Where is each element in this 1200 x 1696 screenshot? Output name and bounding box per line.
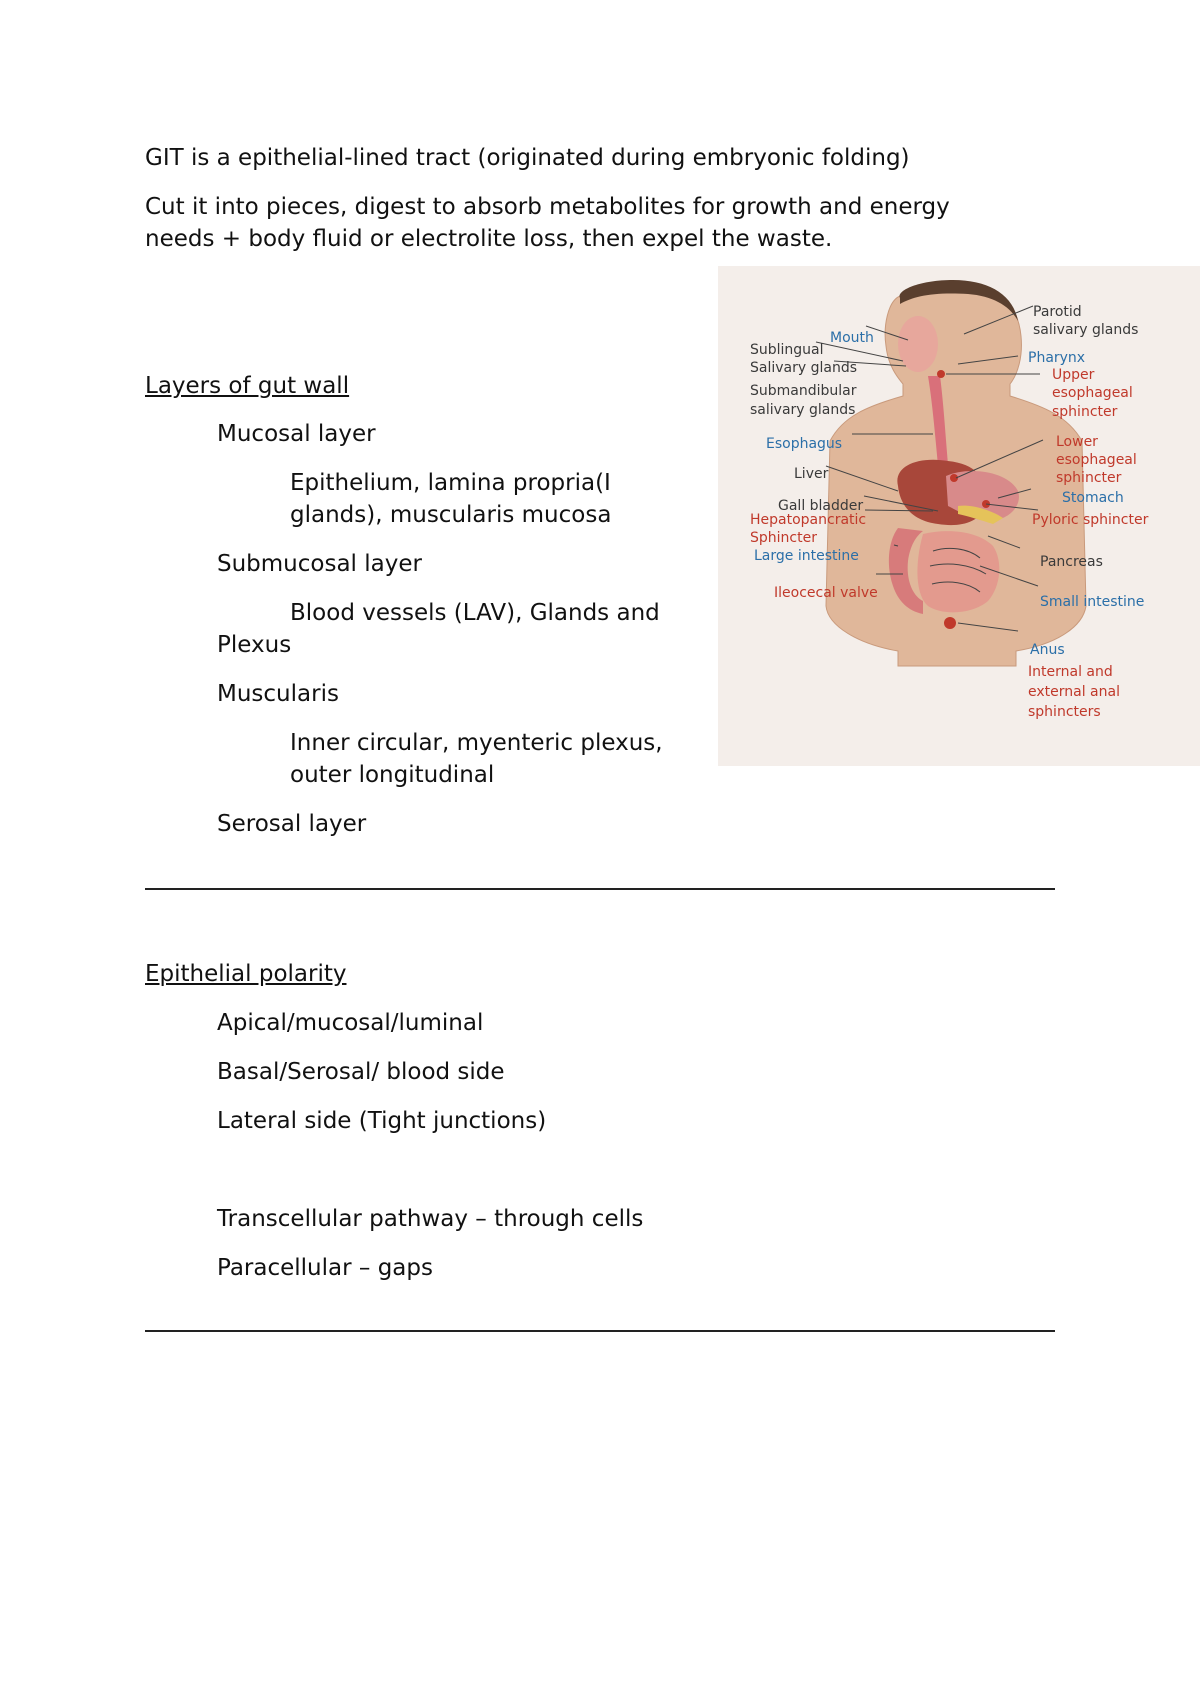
label-lower-2: esophageal [1056, 452, 1137, 468]
section-divider-2 [145, 1330, 1055, 1332]
intro-line-1: GIT is a epithelial-lined tract (originated during embryonic folding) [145, 145, 910, 171]
label-lower-3: sphincter [1056, 470, 1122, 486]
muscularis-layer: Muscularis [217, 681, 339, 707]
submucosal-layer: Submucosal layer [217, 551, 422, 577]
digestive-system-figure [718, 266, 1200, 766]
paracellular-pathway: Paracellular – gaps [217, 1255, 433, 1281]
polarity-lateral: Lateral side (Tight junctions) [217, 1108, 547, 1134]
label-gall-bladder: Gall bladder [778, 498, 864, 514]
label-submandibular-2: salivary glands [750, 402, 856, 418]
label-upper-2: esophageal [1052, 385, 1133, 401]
polarity-heading: Epithelial polarity [145, 961, 347, 987]
label-upper-1: Upper [1052, 367, 1095, 383]
label-submandibular-1: Submandibular [750, 383, 857, 399]
label-esophagus: Esophagus [766, 436, 843, 452]
label-parotid-1: Parotid [1033, 304, 1082, 320]
section-divider-1 [145, 888, 1055, 890]
label-anal-3: sphincters [1028, 704, 1101, 720]
intro-line-3: needs + body fluid or electrolite loss, then expel the waste. [145, 226, 833, 252]
submucosal-detail-1: Blood vessels (LAV), Glands and [290, 600, 660, 626]
label-liver: Liver [794, 466, 829, 482]
label-large-intestine: Large intestine [754, 548, 859, 564]
label-anus: Anus [1030, 642, 1065, 658]
intro-line-2: Cut it into pieces, digest to absorb metabolites for growth and energy [145, 194, 950, 220]
label-ileocecal: Ileocecal valve [774, 585, 878, 601]
muscularis-detail-2: outer longitudinal [290, 762, 495, 788]
serosal-layer: Serosal layer [217, 811, 367, 837]
label-small-intestine: Small intestine [1040, 594, 1145, 610]
digestive-system-illustration [718, 266, 1200, 766]
transcellular-pathway: Transcellular pathway – through cells [217, 1206, 644, 1232]
label-mouth: Mouth [830, 330, 874, 346]
label-hepatopancreatic-2: Sphincter [750, 530, 817, 546]
label-sublingual-1: Sublingual [750, 342, 824, 358]
label-hepatopancreatic-1: Hepatopancratic [750, 512, 867, 528]
label-stomach: Stomach [1062, 490, 1124, 506]
label-sublingual-2: Salivary glands [750, 360, 858, 376]
label-lower-1: Lower [1056, 434, 1098, 450]
mucosal-detail-1: Epithelium, lamina propria(I [290, 470, 611, 496]
polarity-basal: Basal/Serosal/ blood side [217, 1059, 505, 1085]
label-anal-2: external anal [1028, 684, 1120, 700]
mucosal-detail-2: glands), muscularis mucosa [290, 502, 612, 528]
label-upper-3: sphincter [1052, 404, 1118, 420]
muscularis-detail-1: Inner circular, myenteric plexus, [290, 730, 663, 756]
label-pancreas: Pancreas [1040, 554, 1103, 570]
label-anal-1: Internal and [1028, 664, 1113, 680]
layers-heading: Layers of gut wall [145, 373, 350, 399]
label-pyloric: Pyloric sphincter [1032, 512, 1149, 528]
label-parotid-2: salivary glands [1033, 322, 1139, 338]
label-pharynx: Pharynx [1028, 350, 1086, 366]
polarity-apical: Apical/mucosal/luminal [217, 1010, 484, 1036]
mucosal-layer: Mucosal layer [217, 421, 376, 447]
submucosal-detail-2: Plexus [217, 632, 292, 658]
